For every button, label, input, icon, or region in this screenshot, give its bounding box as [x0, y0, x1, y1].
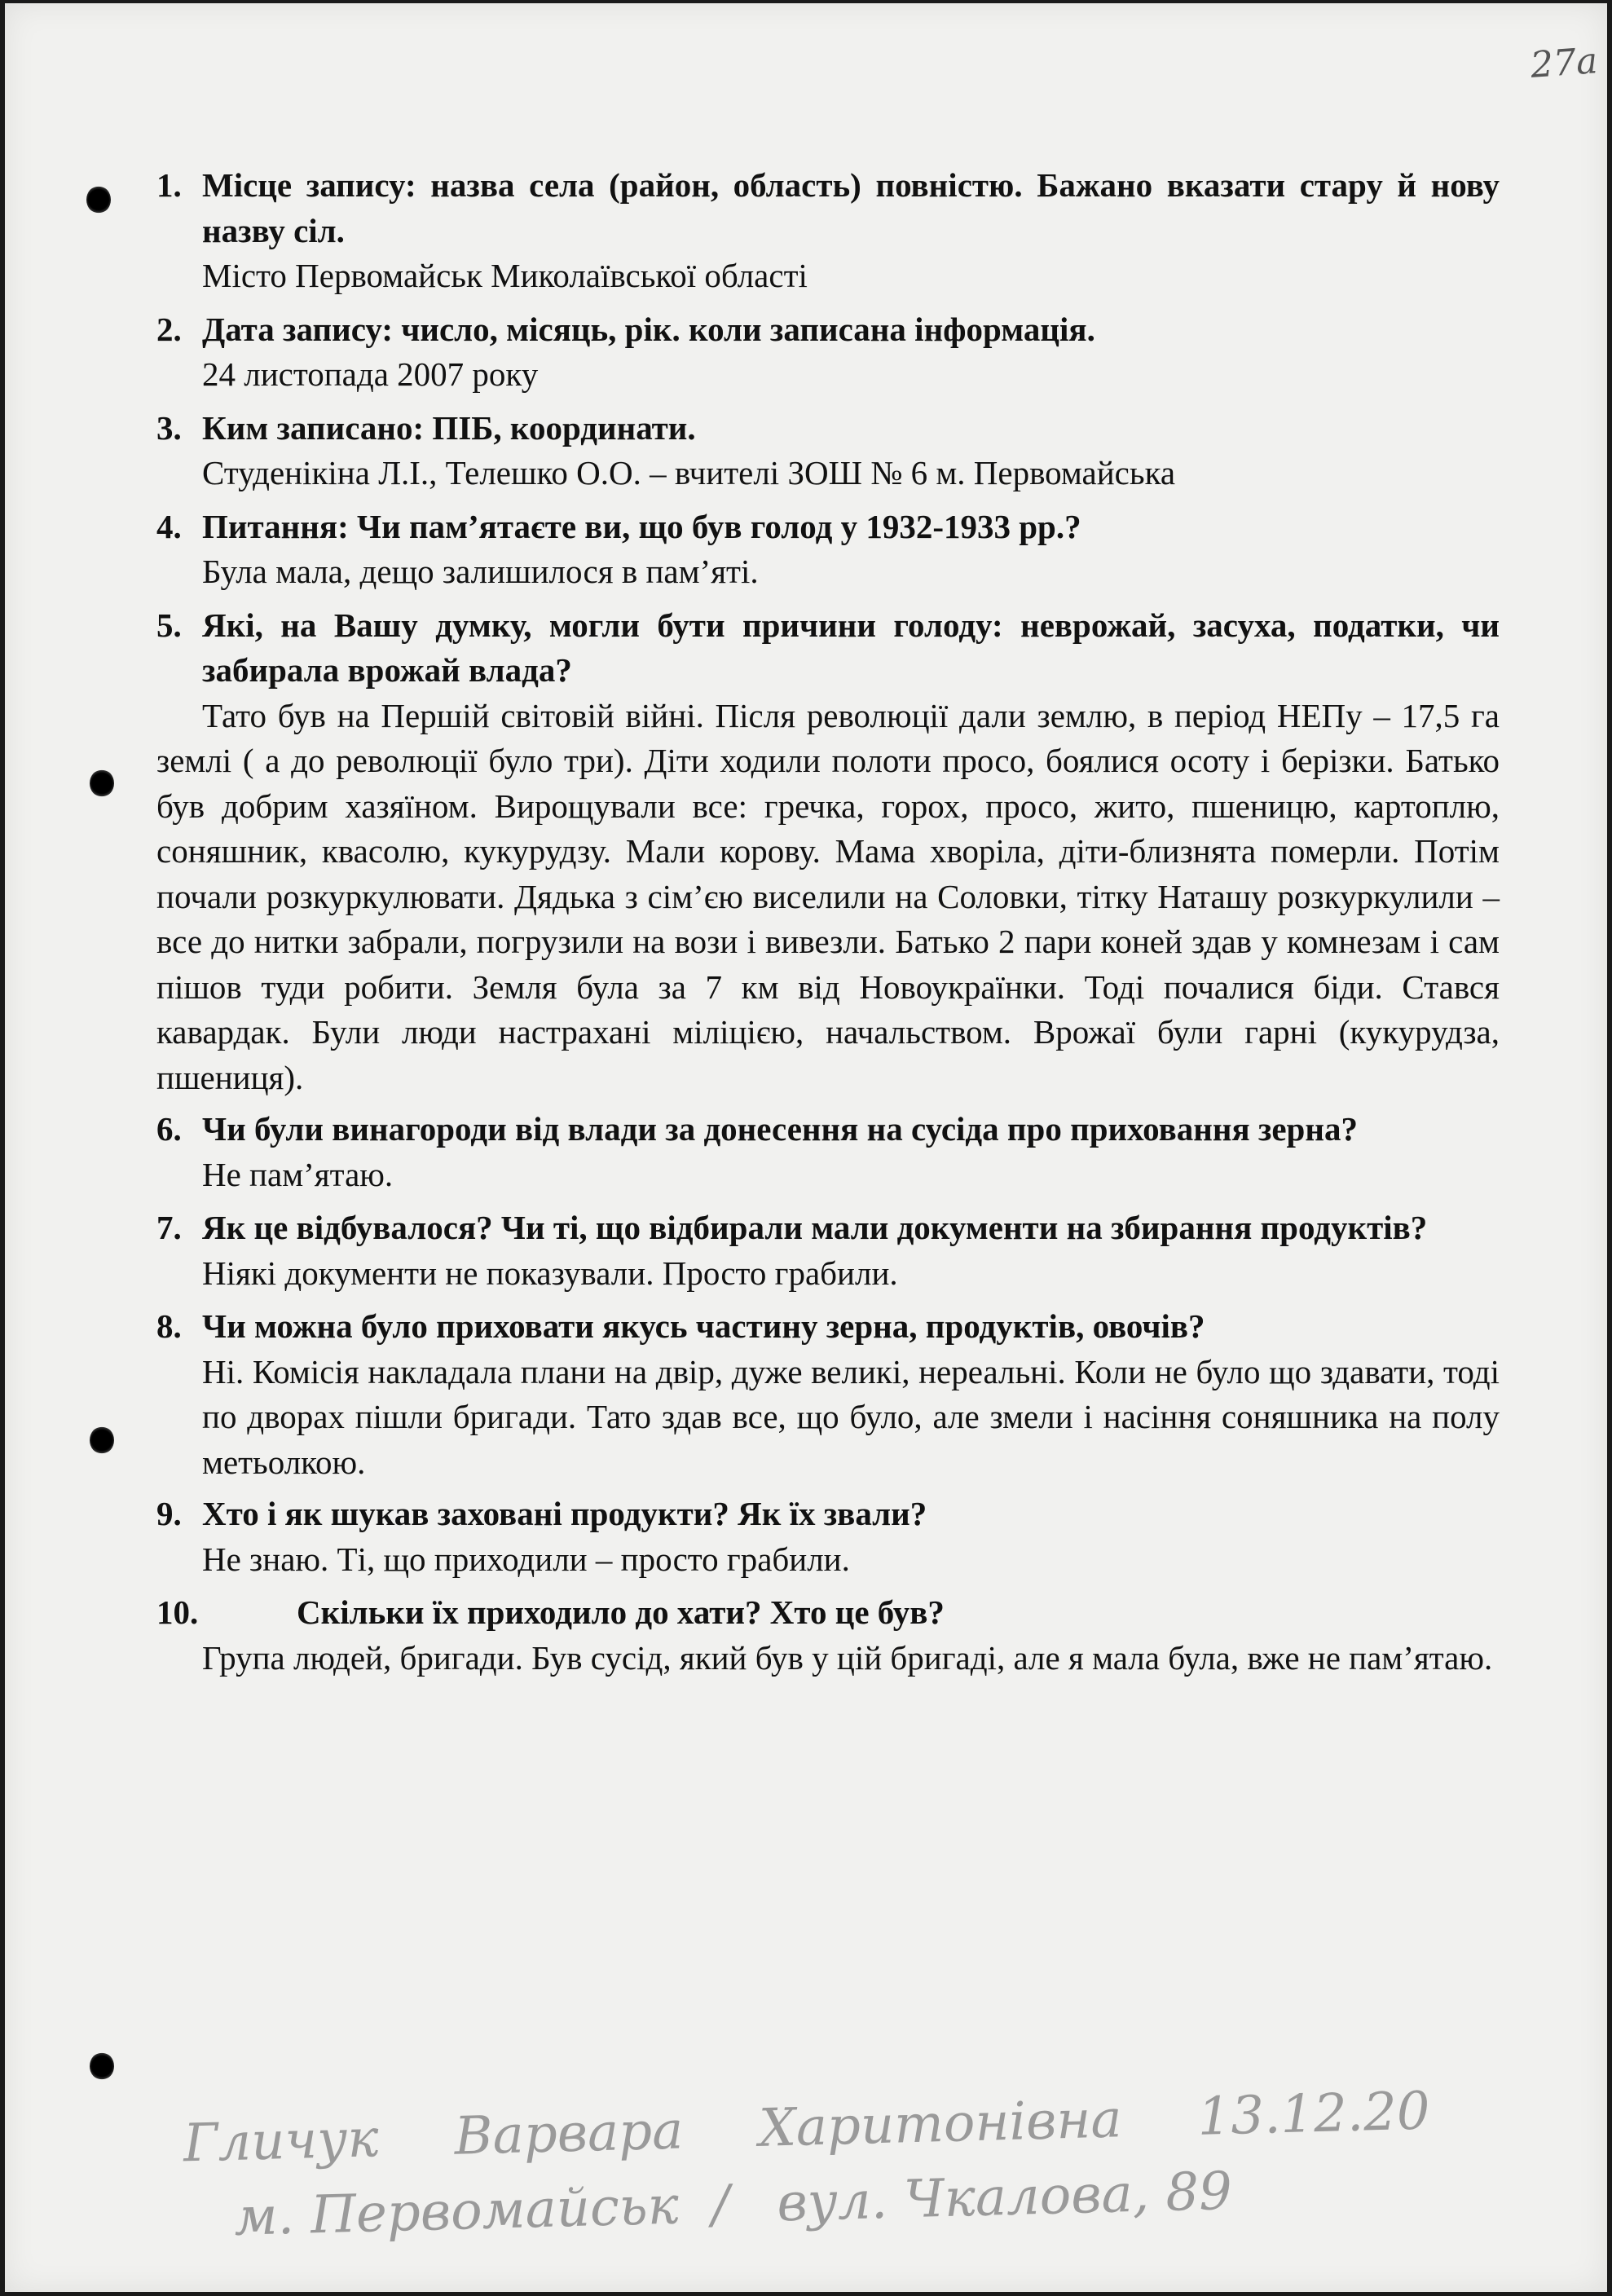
answer-text: Група людей, бригади. Був сусід, який був у цій бригаді, але я мала була, вже не пам’ятаю. [202, 1638, 1493, 1677]
question-number: 7. [156, 1209, 182, 1246]
answer-text: Ні. Комісія накладала плани на двір, дуже великі, нереальні. Коли не було що здавати, тоді по дворах пішли бригади. Тато здав все, що було, але змели і насіння соняшника на полу метьолкою. [202, 1352, 1500, 1481]
answer-text: Місто Первомайськ Миколаївської області [202, 257, 808, 294]
question [156, 1492, 1500, 1537]
item-4 [156, 505, 1500, 595]
question-text: Чи були винагороди від влади за донесення на сусіда про приховання зерна? [202, 1110, 1358, 1148]
question [156, 1107, 1500, 1152]
item-3 [156, 406, 1500, 496]
document-page [5, 3, 1607, 2292]
answer-text: Тато був на Першій світовій війні. Після революції дали землю, в період НЕПу – 17,5 га землі ( а до революції було три). Діти ходили полоти просо, боялися осоту і берізки. Батько був добрим хазяїном. Вирощували все: гречка, горох, просо, жито, пшеницю, картоплю, соняшник, квасолю, кукурудзу. Мали корову. Мама хворіла, діти-близнята померли. Потім почали розкуркулювати. Дядька з сім’єю виселили на Соловки, тітку Наташу розкуркулили – все до нитки забрали, погрузили на вози і вивезли. Батько 2 пари коней здав у комнезам і сам пішов туди робити. Земля була за 7 км від Новоукраїнки. Тоді почалися біди. Стався кавардак. Були люди настрахані міліцією, начальством. Врожаї були гарні (кукурудза, пшениця). [156, 696, 1500, 1096]
question-text: Скільки їх приходило до хати? Хто це був? [297, 1593, 945, 1631]
questionnaire [156, 163, 1500, 1687]
signature-address: вул. Чкалова, 89 [776, 2161, 1233, 2234]
question-number: 1. [156, 166, 182, 204]
item-9 [156, 1492, 1500, 1582]
question [156, 1304, 1500, 1350]
question-text: Місце запису: назва села (район, область) повністю. Бажано вказати стару й нову назву сіл. [202, 166, 1500, 249]
question-text: Питання: Чи пам’ятаєте ви, що був голод у 1932-1933 рр.? [202, 507, 1081, 545]
question-number: 2. [156, 310, 182, 348]
question-text: Чи можна було приховати якусь частину зерна, продуктів, овочів? [202, 1307, 1205, 1345]
question-text: Як це відбувалося? Чи ті, що відбирали мали документи на збирання продуктів? [202, 1209, 1428, 1246]
handwritten-signature [183, 2073, 1457, 2257]
question-number: 8. [156, 1307, 182, 1345]
item-5 [156, 603, 1500, 1101]
question-number: 5. [156, 606, 182, 644]
question-number: 6. [156, 1110, 182, 1148]
item-10 [156, 1590, 1500, 1681]
answer-text: 24 листопада 2007 року [202, 355, 539, 393]
question-text: Ким записано: ПІБ, координати. [202, 408, 696, 447]
item-1 [156, 163, 1500, 299]
signature-surname: Гличук [183, 2109, 380, 2175]
question [156, 163, 1500, 253]
question [156, 307, 1500, 353]
question [156, 1590, 1500, 1636]
punch-hole-1 [86, 186, 111, 214]
signature-divider: / [694, 2174, 747, 2237]
item-7 [156, 1205, 1500, 1296]
punch-hole-3 [90, 1426, 114, 1454]
question [156, 1205, 1500, 1251]
answer-text: Ніякі документи не показували. Просто грабили. [202, 1254, 898, 1292]
question-number: 9. [156, 1495, 182, 1532]
signature-first-name: Варвара [453, 2100, 685, 2167]
page-number: 27а [1529, 40, 1599, 86]
answer-text: Була мала, дещо залишилося в пам’яті. [202, 553, 759, 590]
question-text: Хто і як шукав заховані продукти? Як їх звали? [202, 1495, 927, 1532]
answer-text: Не знаю. Ті, що приходили – просто грабили. [202, 1540, 850, 1578]
answer-text: Не пам’ятаю. [202, 1155, 394, 1193]
question [156, 406, 1500, 452]
item-2 [156, 307, 1500, 398]
item-6 [156, 1107, 1500, 1197]
punch-hole-4 [90, 2052, 114, 2080]
signature-patronymic: Харитонівна [758, 2089, 1123, 2159]
punch-hole-2 [90, 769, 114, 797]
question [156, 505, 1500, 550]
signature-city: м. Первомайськ [233, 2175, 680, 2248]
question-number: 4. [156, 507, 182, 545]
question-text: Які, на Вашу думку, могли бути причини голоду: неврожай, засуха, податки, чи забирала врожай влада? [202, 606, 1500, 689]
signature-date: 13.12.20 [1196, 2081, 1431, 2148]
answer-text: Студенікіна Л.І., Телешко О.О. – вчителі ЗОШ № 6 м. Первомайська [202, 454, 1176, 491]
question-number: 10. [156, 1593, 199, 1631]
question-text: Дата запису: число, місяць, рік. коли записана інформація. [202, 310, 1095, 348]
question-number: 3. [156, 408, 182, 447]
item-8 [156, 1304, 1500, 1485]
question [156, 603, 1500, 694]
